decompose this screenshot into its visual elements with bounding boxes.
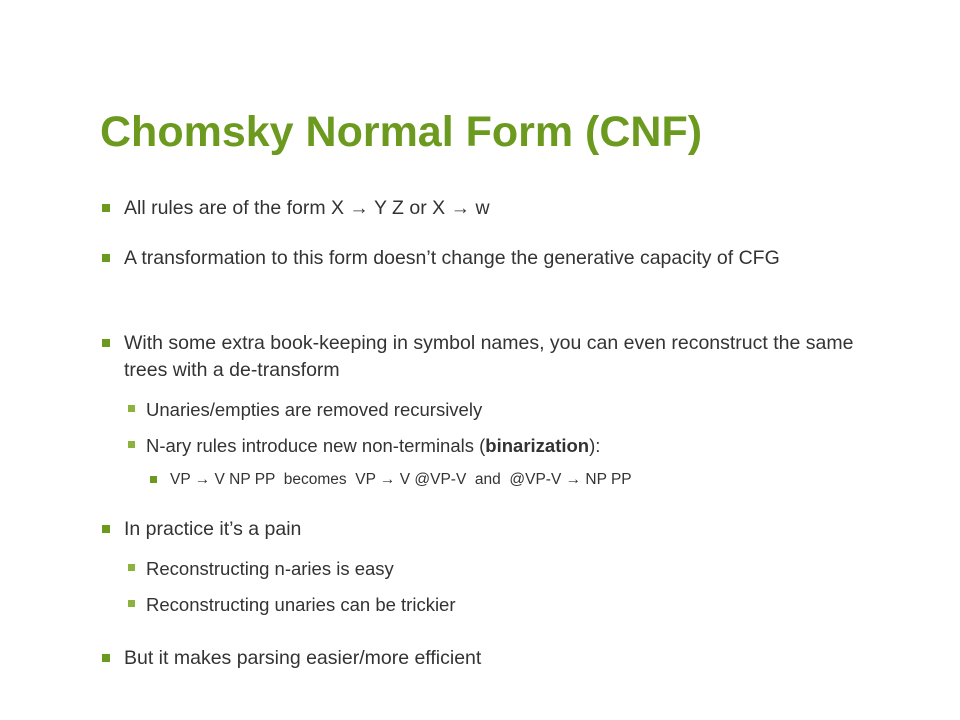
bullet-text: Unaries/empties are removed recursively xyxy=(146,399,483,420)
bullet-text: Reconstructing unaries can be trickier xyxy=(146,594,456,615)
bullet-practice xyxy=(102,516,862,543)
bullet-marker xyxy=(128,441,135,448)
bullet-marker xyxy=(128,564,135,571)
bullet-marker xyxy=(102,204,110,212)
binarization-term: binarization xyxy=(485,435,590,456)
bullet-text: VP → V NP PP becomes VP → V @VP-V and @VP-V → NP PP xyxy=(170,471,632,488)
slide-title: Chomsky Normal Form (CNF) xyxy=(100,108,703,156)
bullet-marker xyxy=(102,525,110,533)
bullet-efficient xyxy=(102,645,862,672)
bullet-marker xyxy=(128,405,135,412)
subbullet-nary xyxy=(128,432,848,459)
bullet-rules-form xyxy=(102,195,862,222)
nary-prefix: N-ary rules introduce new non-terminals ( xyxy=(146,435,486,456)
bullet-text: All rules are of the form X → Y Z or X → w xyxy=(124,197,490,219)
bullet-text: A transformation to this form doesn’t change the generative capacity of CFG xyxy=(124,247,780,269)
subbullet-reconstruct-unaries xyxy=(128,591,848,618)
bullet-text: Reconstructing n-aries is easy xyxy=(146,558,394,579)
bullet-marker xyxy=(128,600,135,607)
bullet-text: In practice it’s a pain xyxy=(124,518,302,540)
bullet-bookkeeping xyxy=(102,330,862,384)
bullet-transformation xyxy=(102,245,862,272)
subbullet-unaries xyxy=(128,396,848,423)
bullet-marker xyxy=(150,476,157,483)
bullet-marker xyxy=(102,254,110,262)
bullet-text: But it makes parsing easier/more efficient xyxy=(124,647,482,669)
bullet-text: With some extra book-keeping in symbol names, you can even reconstruct the same trees with a de-transform xyxy=(124,332,854,381)
subbullet-reconstruct-naries xyxy=(128,555,848,582)
bullet-text xyxy=(146,432,848,459)
nary-suffix: ): xyxy=(589,435,601,456)
bullet-marker xyxy=(102,654,110,662)
subsubbullet-vp-example xyxy=(150,469,850,491)
bullet-marker xyxy=(102,339,110,347)
